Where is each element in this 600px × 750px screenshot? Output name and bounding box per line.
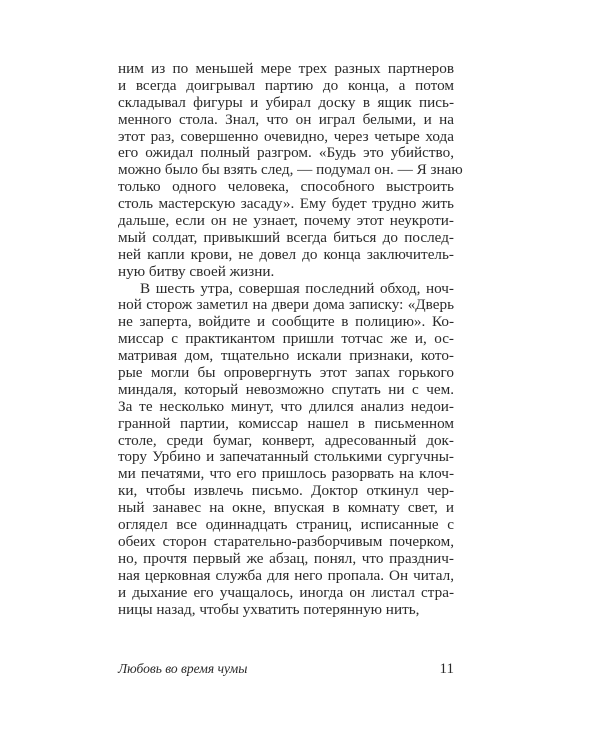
text-line: этот раз, совершенно очевидно, через четыре хода	[118, 127, 454, 145]
text-line: ми печатями, что его пришлось разорвать на клоч-	[118, 465, 454, 483]
text-line: оглядел все одиннадцать страниц, исписанные с	[118, 516, 454, 534]
text-line: миссар с практикантом пришли тотчас же и, ос-	[118, 330, 454, 348]
text-line: дальше, если он не узнает, почему этот неукроти-	[118, 212, 454, 230]
text-line: столь мастерскую засаду». Ему будет трудно жить	[118, 195, 454, 213]
text-line: можно было бы взять след, — подумал он. — Я знаю	[118, 161, 463, 179]
text-line: ный занавес на окне, впуская в комнату свет, и	[118, 499, 454, 517]
text-line: тору Урбино и запечатанный столькими сургучны-	[118, 448, 454, 466]
text-line: но, прочтя первый же абзац, понял, что празднич-	[118, 549, 454, 567]
text-line: его ожидал полный разгром. «Будь это убийство,	[118, 144, 454, 162]
text-line: рые могли бы опровергнуть этот запах горького	[118, 364, 454, 382]
running-title: Любовь во время чумы	[118, 661, 248, 676]
text-line: ницы назад, чтобы ухватить потерянную нить,	[118, 600, 420, 618]
text-line: и дыхание его учащалось, иногда он листал стра-	[118, 583, 454, 601]
text-line: обеих сторон старательно-разборчивым почерком,	[118, 532, 454, 550]
text-line: не заперта, войдите и сообщите в полицию». Ко-	[118, 313, 454, 331]
page-footer	[118, 661, 454, 678]
text-line: ной сторож заметил на двери дома записку: «Дверь	[118, 296, 454, 314]
page-body	[118, 60, 463, 618]
text-line: только одного человека, способного выстроить	[118, 178, 454, 196]
text-line: матривая дом, тщательно искали признаки, кото-	[118, 347, 454, 365]
text-line: ная церковная служба для него пропала. Он читал,	[118, 566, 454, 584]
text-line: ки, чтобы извлечь письмо. Доктор откинул чер-	[118, 482, 454, 500]
text-line: мый солдат, привыкший всегда биться до послед-	[118, 228, 454, 246]
page-number: 11	[439, 661, 454, 677]
text-line: ней капли крови, не довел до конца заключитель-	[118, 245, 454, 263]
text-line: В шесть утра, совершая последний обход, ноч-	[140, 279, 454, 297]
text-line: За те несколько минут, что длился анализ недои-	[118, 397, 454, 415]
text-line: ним из по меньшей мере трех разных партнеров	[118, 60, 454, 77]
text-line: ную битву своей жизни.	[118, 262, 275, 280]
paragraph	[118, 281, 454, 619]
text-line: и всегда доигрывал партию до конца, а потом	[118, 76, 454, 94]
text-line: гранной партии, комиссар нашел в письменном	[118, 414, 454, 432]
text-line: столе, среди бумаг, конверт, адресованный док-	[118, 431, 454, 449]
paragraph	[118, 60, 463, 281]
text-line: складывал фигуры и убирал доску в ящик пись-	[118, 93, 454, 111]
text-line: менного стола. Знал, что он играл белыми, и на	[118, 110, 454, 128]
text-line: миндаля, который невозможно спутать ни с чем.	[118, 380, 454, 398]
